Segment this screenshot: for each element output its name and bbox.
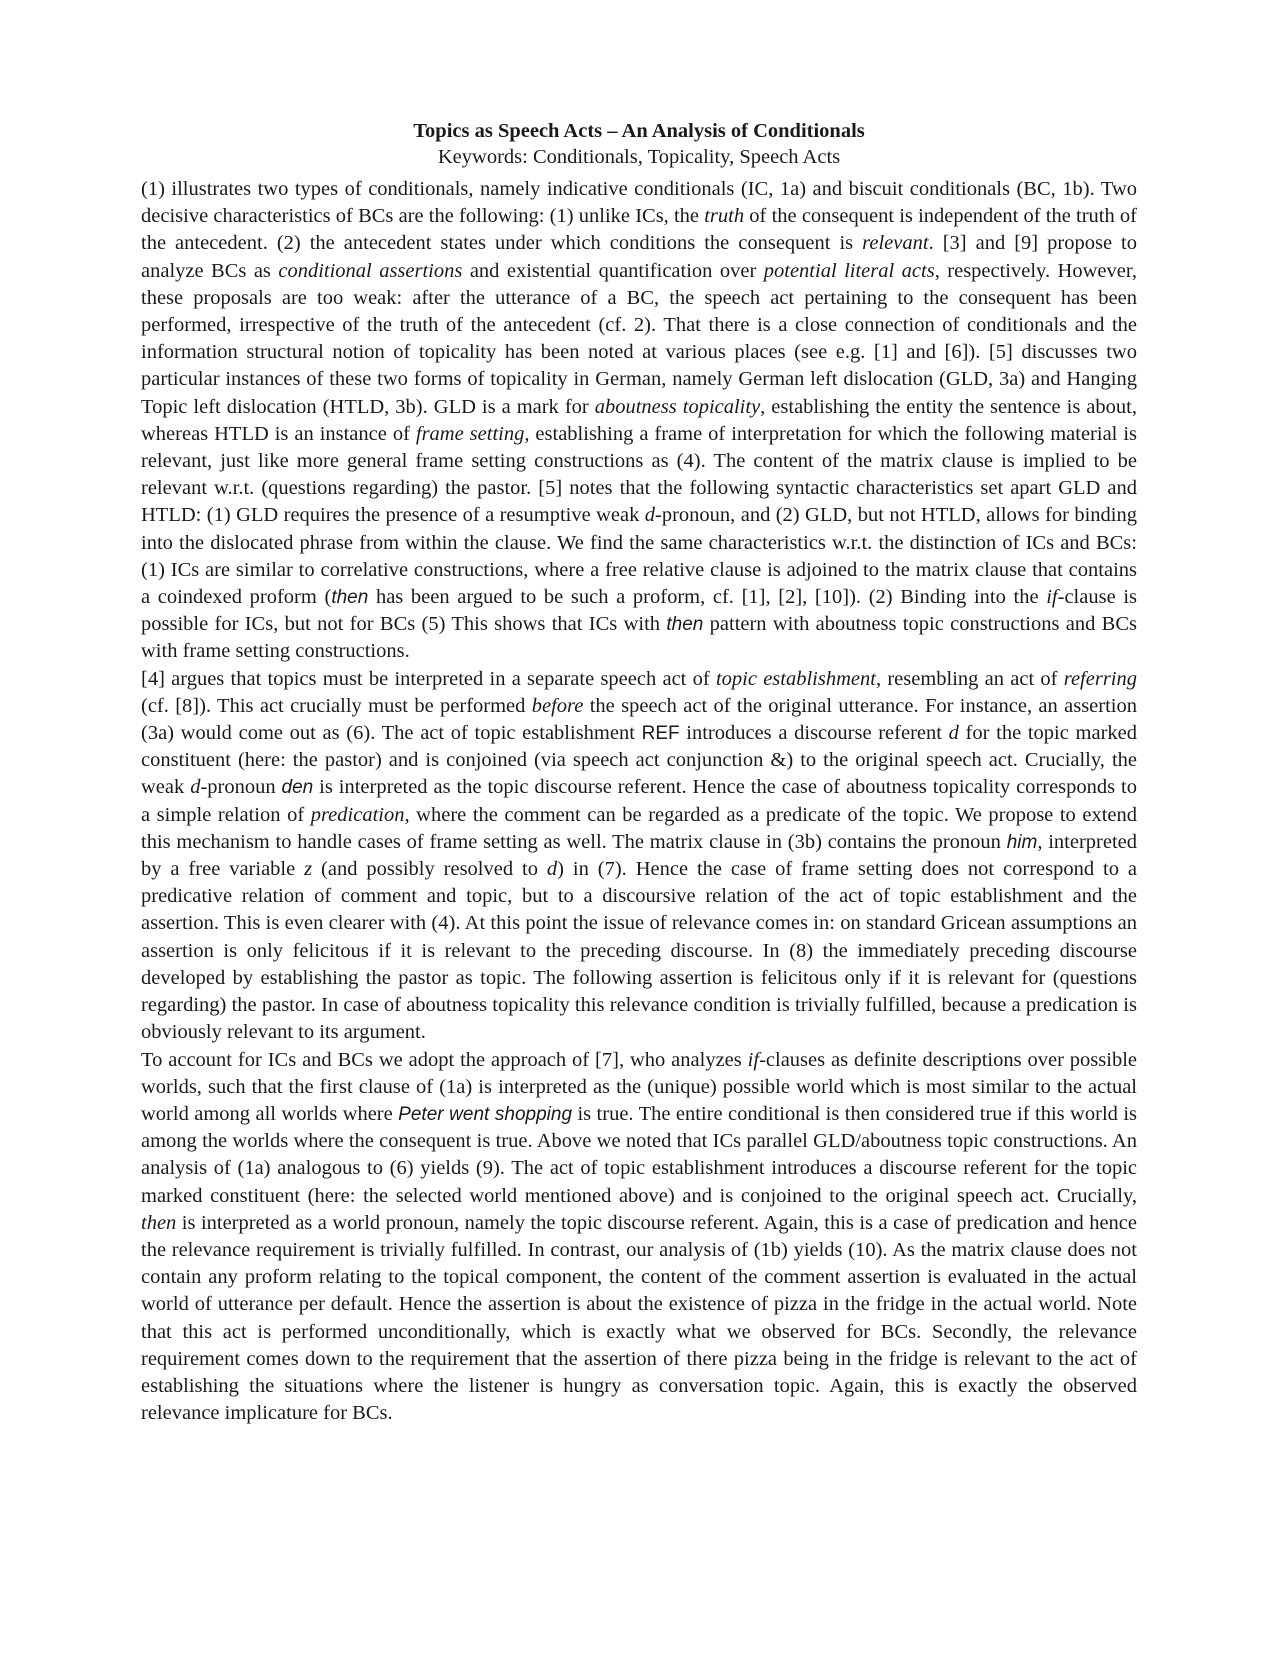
- text-run: frame setting: [415, 422, 525, 445]
- text-run: if: [1046, 586, 1058, 609]
- text-run: relevant: [862, 232, 929, 255]
- text-run: d: [190, 776, 201, 799]
- text-run: is true. The entire conditional is then considered true if this world is among the worlds where the consequent is true. Above we noted that ICs parallel GLD/aboutness topic constructions. An analysis of (1a) analogous to (6) yields (9). The act of topic establishment introduces a discourse referent for the topic marked constituent (here: the selected world mentioned above) and is conjoined to the original speech act. Crucially,: [141, 1102, 1137, 1207]
- text-run: , establishing a frame of interpretation for which the following material is relevant, just like more general frame setting constructions as (4). The content of the matrix clause is implied to be relevant w.r.t. (questions regarding) the pastor. [5] notes that the following syntactic characteristics set apart GLD and HTLD: (1) GLD requires the presence of a resumptive weak: [141, 422, 1138, 527]
- text-run: . [3] and [9] propose to analyze BCs as: [141, 232, 1137, 282]
- text-run: REF: [641, 723, 680, 745]
- text-run: and existential quantification over: [462, 259, 764, 282]
- text-run: for the topic marked constituent (here: the pastor) and is conjoined (via speech act conjunction &) to the original speech act. Crucially, the weak: [141, 722, 1137, 799]
- text-run: then: [666, 614, 704, 636]
- paragraph-2: [141, 666, 1137, 1047]
- text-run: potential literal acts: [763, 259, 935, 282]
- abstract-body: [141, 176, 1137, 1427]
- text-run: before: [531, 694, 584, 717]
- text-run: , resembling an act of: [875, 667, 1064, 690]
- text-run: , interpreted by a free variable: [141, 830, 1137, 881]
- text-run: truth: [704, 205, 745, 228]
- text-run: , establishing the entity the sentence is about, whereas HTLD is an instance of: [141, 395, 1137, 445]
- text-run: topic establishment: [715, 667, 876, 690]
- text-run: is interpreted as the topic discourse referent. Hence the case of aboutness topicality corresponds to a simple relation of: [141, 776, 1137, 826]
- text-run: -clauses as definite descriptions over possible worlds, such that the first clause of (1a) is interpreted as the (unique) possible world which is most similar to the actual world among all worlds where: [141, 1048, 1138, 1125]
- text-run: aboutness topicality: [594, 395, 761, 418]
- paragraph-1: [141, 176, 1137, 666]
- text-run: -pronoun, and (2) GLD, but not HTLD, allows for binding into the dislocated phrase from within the clause. We find the same characteristics w.r.t. the distinction of ICs and BCs: (1) ICs are similar to correlative constructions, where a free relative clause is adjoined to the matrix clause that contains a coindexed proform (: [141, 504, 1137, 609]
- text-run: den: [281, 777, 314, 799]
- text-run: -pronoun: [200, 776, 282, 799]
- text-run: has been argued to be such a proform, cf. [1], [2], [10]). (2) Binding into the: [368, 586, 1047, 609]
- text-run: (1) illustrates two types of conditionals, namely indicative conditionals (IC, 1a) and biscuit conditionals (BC, 1b). Two decisive characteristics of BCs are the following: (1) unlike ICs, the: [141, 178, 1137, 228]
- text-run: introduces a discourse referent: [679, 722, 949, 745]
- document-page: [141, 118, 1137, 1427]
- text-run: the speech act of the original utterance. For instance, an assertion (3a) would come out as (6). The act of topic establishment: [141, 694, 1137, 745]
- text-run: of the consequent is independent of the truth of the antecedent. (2) the antecedent states under which conditions the consequent is: [141, 205, 1137, 255]
- keywords-line: Keywords: Conditionals, Topicality, Speech Acts: [437, 146, 841, 168]
- text-run: d: [644, 504, 656, 527]
- text-run: d: [948, 722, 959, 745]
- text-run: then: [331, 587, 369, 609]
- text-run: referring: [1063, 667, 1137, 690]
- text-run: , where the comment can be regarded as a predicate of the topic. We propose to extend this mechanism to handle cases of frame setting as well. The matrix clause in (3b) contains the pronoun: [141, 803, 1138, 853]
- text-run: conditional assertions: [278, 259, 463, 282]
- text-run: pattern with aboutness topic constructions and BCs with frame setting constructions.: [141, 613, 1137, 663]
- text-run: , respectively. However, these proposals are too weak: after the utterance of a BC, the speech act pertaining to the consequent has been performed, irrespective of the truth of the antecedent (cf. 2). That there is a close connection of conditionals and the information structural notion of topicality has been noted at various places (see e.g. [1] and [6]). [5] discusses two particular instances of these two forms of topicality in German, namely German left dislocation (GLD, 3a) and Hanging Topic left dislocation (HTLD, 3b). GLD is a mark for: [141, 259, 1137, 418]
- text-run: then: [141, 1211, 177, 1234]
- text-run: [4] argues that topics must be interpreted in a separate speech act of: [141, 667, 716, 690]
- text-run: him: [1006, 831, 1038, 853]
- text-run: z: [304, 858, 313, 881]
- text-run: predication: [310, 803, 405, 826]
- text-run: -clause is possible for ICs, but not for BCs (5) This shows that ICs with: [141, 586, 1137, 636]
- text-run: is interpreted as a world pronoun, namely the topic discourse referent. Again, this is a case of predication and hence the relevance requirement is trivially fulfilled. In contrast, our analysis of (1b) yields (10). As the matrix clause does not contain any proform relating to the topical component, the content of the comment assertion is evaluated in the actual world of utterance per default. Hence the assertion is about the existence of pizza in the fridge in the actual world. Note that this act is performed unconditionally, which is exactly what we observed for BCs. Secondly, the relevance requirement comes down to the requirement that the assertion of there pizza being in the fridge is relevant to the act of establishing the situations where the listener is hungry as conversation topic. Again, this is exactly the observed relevance implicature for BCs.: [141, 1211, 1137, 1425]
- text-run: ) in (7). Hence the case of frame setting does not correspond to a predicative relation of comment and topic, but to a discoursive relation of the act of topic establishment and the assertion. This is even clearer with (4). At this point the issue of relevance comes in: on standard Gricean assumptions an assertion is only felicitous if it is relevant to the preceding discourse. In (8) the immediately preceding discourse developed by establishing the pastor as topic. The following assertion is felicitous only if it is relevant for (questions regarding) the pastor. In case of aboutness topicality this relevance condition is trivially fulfilled, because a predication is obviously relevant to its argument.: [141, 858, 1137, 1044]
- text-run: Peter went shopping: [398, 1103, 573, 1125]
- paragraph-3: [141, 1047, 1137, 1428]
- text-run: (and possibly resolved to: [312, 858, 547, 881]
- text-run: if: [747, 1048, 760, 1071]
- paper-title: Topics as Speech Acts – An Analysis of Conditionals: [413, 120, 865, 142]
- text-run: To account for ICs and BCs we adopt the approach of [7], who analyzes: [141, 1048, 748, 1071]
- text-run: d: [546, 858, 558, 881]
- text-run: (cf. [8]). This act crucially must be performed: [141, 694, 532, 717]
